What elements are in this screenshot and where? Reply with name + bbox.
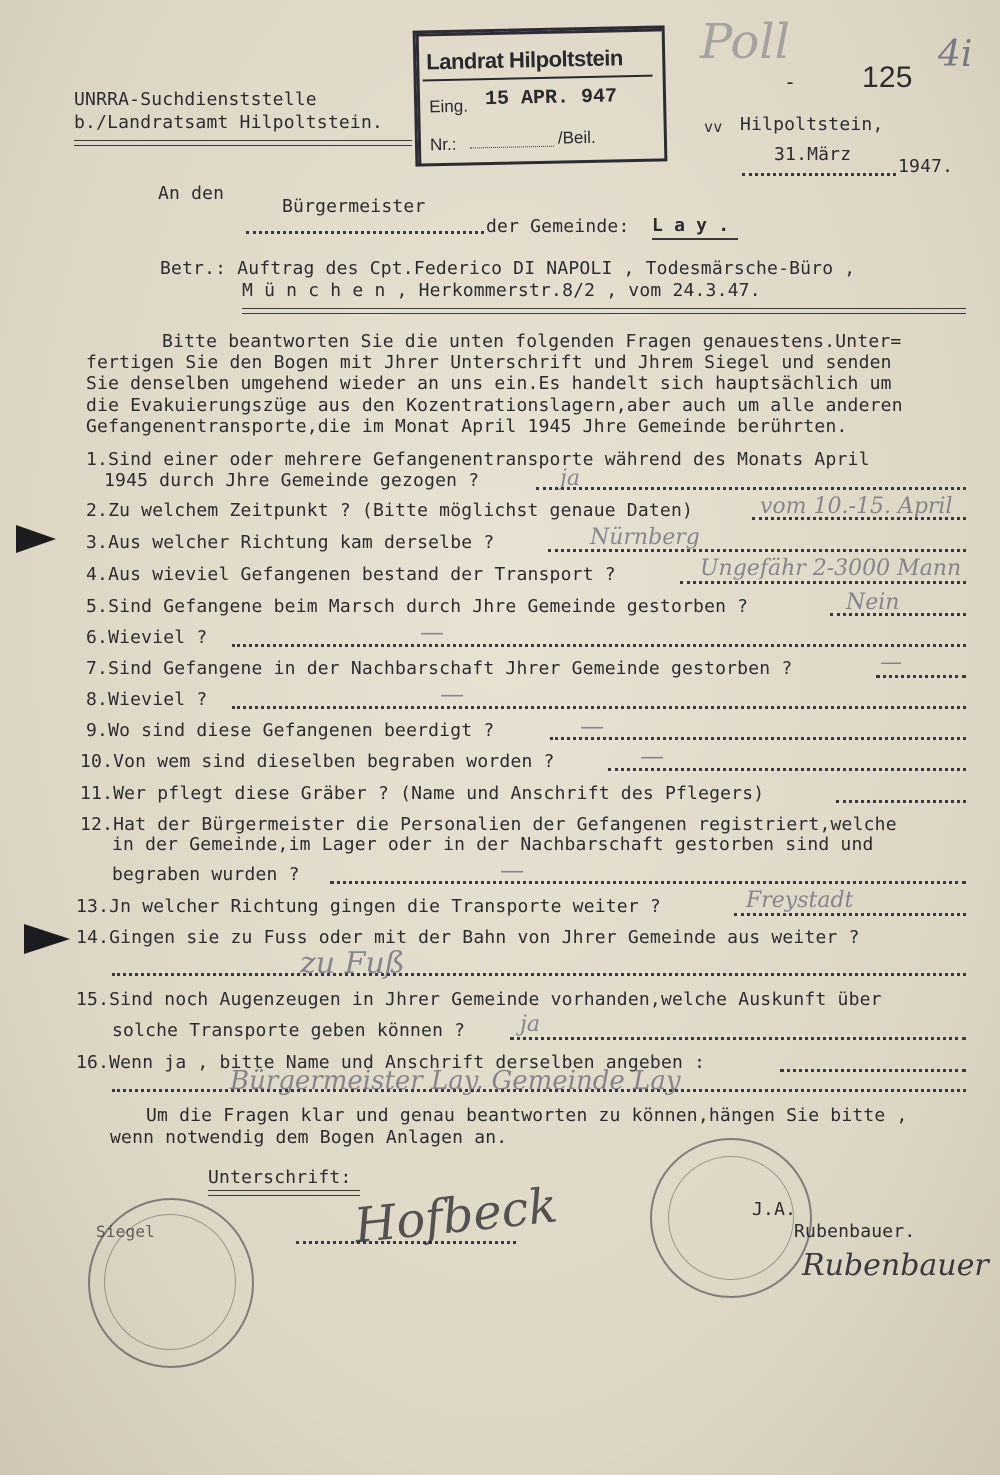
question-7: 7.Sind Gefangene in der Nachbarschaft Jhrer Gemeinde gestorben ? bbox=[86, 658, 793, 679]
question-12-cont1: in der Gemeinde,im Lager oder in der Nachbarschaft gestorben sind und bbox=[112, 834, 874, 855]
intro-line3: Sie denselben umgehend wieder an uns ein.Es handelt sich hauptsächlich um bbox=[86, 373, 892, 394]
question-9: 9.Wo sind diese Gefangenen beerdigt ? bbox=[86, 720, 495, 741]
intro-line4: die Evakuierungszüge aus den Kozentrationslagern,aber auch um alle anderen bbox=[86, 395, 903, 416]
question-6: 6.Wieviel ? bbox=[86, 627, 208, 648]
question-15: 15.Sind noch Augenzeugen in Jhrer Gemeinde vorhanden,welche Auskunft über bbox=[76, 989, 882, 1010]
answer-12: — bbox=[500, 856, 524, 884]
closing-line2: wenn notwendig dem Bogen Anlagen an. bbox=[110, 1127, 508, 1148]
answer-9: — bbox=[580, 712, 604, 740]
stamp-nr-label: Nr.: bbox=[429, 134, 457, 155]
place: Hilpoltstein, bbox=[740, 114, 884, 135]
answer-2: vom 10.-15. April bbox=[760, 494, 953, 519]
question-12-cont2: begraben wurden ? bbox=[112, 864, 300, 885]
recipient: Bürgermeister bbox=[282, 196, 426, 217]
question-11: 11.Wer pflegt diese Gräber ? (Name und Anschrift des Pflegers) bbox=[80, 783, 765, 804]
intro-line1: Bitte beantworten Sie die unten folgenden Fragen genauestens.Unter= bbox=[162, 331, 902, 352]
top-handwriting: Poll bbox=[700, 14, 790, 70]
an-den: An den bbox=[158, 183, 225, 204]
answer-16: Bürgermeister Lay, Gemeinde Lay bbox=[230, 1066, 681, 1096]
mayor-signature: Hofbeck bbox=[351, 1177, 560, 1255]
place-prefix: vv bbox=[704, 118, 723, 136]
answer-8: — bbox=[440, 680, 464, 708]
date-day: 31.März bbox=[774, 144, 852, 165]
question-5: 5.Sind Gefangene beim Marsch durch Jhre Gemeinde gestorben ? bbox=[86, 596, 749, 617]
intro-line2: fertigen Sie den Bogen mit Jhrer Unterschrift und Jhrem Siegel und senden bbox=[86, 352, 892, 373]
answer-6: — bbox=[420, 618, 444, 646]
gemeinde-underline bbox=[652, 238, 738, 240]
page-number: 125 bbox=[862, 61, 913, 94]
subject-line1: Betr.: Auftrag des Cpt.Federico DI NAPOLI , Todesmärsche-Büro , bbox=[160, 258, 856, 279]
answer-13: Freystadt bbox=[746, 888, 854, 913]
corner-note: 4i bbox=[938, 34, 973, 75]
answer-3: Nürnberg bbox=[590, 525, 700, 550]
stamp-title: Landrat Hilpoltstein bbox=[425, 45, 624, 75]
document-page: UNRRA-Suchdienststelle b./Landratsamt Hilpoltstein. Landrat Hilpoltstein Eing. 15 APR. 947 Nr.: /Beil. Poll - 125 4i vv Hilpoltstein, 31.März 1947. An den Bürgermeister der Gemeinde: L a y . Betr.: Auftrag des Cpt.Federico DI NAPOLI , Todesmärsche-Büro , M ü n c h e n , Herkommerstr.8/2 , vom 24.3.47. Bitte beantworten Sie die unten folgenden Fragen genauestens.Unter= fertigen Sie den Bogen mit Jhrer Unterschrift und Jhrem Siegel und senden Sie denselben umgehend wieder an uns ein.Es handelt sich hauptsächlich um die Evakuierungszüge aus den Kozentrationslagern,aber auch um alle anderen Gefangenentransporte,die im Monat April 1945 Jhre Gemeinde berührten. 1.Sind einer oder mehrere Gefangenentransporte während des Monats April 1945 durch Jhre Gemeinde gezogen ? ja 2.Zu welchem Zeitpunkt ? (Bitte möglichst genaue Daten) vom 10.-15. April 3.Aus welcher Richtung kam derselbe ? Nürnberg 4.Aus wieviel Gefangenen bestand der Transport ? Ungefähr 2-3000 Mann 5.Sind Gefangene beim Marsch durch Jhre Gemeinde gestorben ? Nein 6.Wieviel ? — 7.Sind Gefangene in der Nachbarschaft Jhrer Gemeinde gestorben ? — 8.Wieviel ? — 9.Wo sind diese Gefangenen beerdigt ? — 10.Von wem sind dieselben begraben worden ? — 11.Wer pflegt diese Gräber ? (Name und Anschrift des Pflegers) 12.Hat der Bürgermeister die Personalien der Gefangenen registriert,welche in der Gemeinde,im Lager oder in der Nachbarschaft gestorben sind und begraben wurden ? — 13.Jn welcher Richtung gingen die Transporte weiter ? Freystadt 14.Gingen sie zu Fuss oder mit der Bahn von Jhrer Gemeinde aus weiter ? zu Fuß 15.Sind noch Augenzeugen in Jhrer Gemeinde vorhanden,welche Auskunft über solche Transporte geben können ? ja 16.Wenn ja , bitte Name und Anschrift derselben angeben : Bürgermeister Lay, Gemeinde Lay Um die Fragen klar und genau beantworten zu können,hängen Sie bitte , wenn notwendig dem Bogen Anlagen an. Unterschrift: Siegel Hofbeck J.A. Rubenbauer. Rubenbauer bbox=[0, 0, 1000, 1475]
question-3: 3.Aus welcher Richtung kam derselbe ? bbox=[86, 532, 495, 553]
question-1: 1.Sind einer oder mehrere Gefangenentransporte während des Monats April bbox=[86, 449, 870, 470]
closing-line1: Um die Fragen klar und genau beantworten zu können,hängen Sie bitte , bbox=[146, 1105, 908, 1126]
question-8: 8.Wieviel ? bbox=[86, 689, 208, 710]
date-dots bbox=[742, 170, 896, 176]
intro-line5: Gefangenentransporte,die im Monat April 1945 Jhre Gemeinde berührten. bbox=[86, 416, 848, 437]
sender-line2: b./Landratsamt Hilpoltstein. bbox=[74, 112, 384, 133]
official-name: Rubenbauer. bbox=[794, 1221, 916, 1242]
answer-1: ja bbox=[560, 466, 580, 491]
sender-line1: UNRRA-Suchdienststelle bbox=[74, 89, 317, 110]
official-signature: Rubenbauer bbox=[802, 1248, 989, 1283]
ja-label: J.A. bbox=[752, 1199, 797, 1220]
seal-label: Siegel bbox=[96, 1222, 155, 1241]
margin-arrow-icon bbox=[16, 525, 56, 553]
subject-line2: M ü n c h e n , Herkommerstr.8/2 , vom 24.3.47. bbox=[242, 280, 761, 301]
question-1-cont: 1945 durch Jhre Gemeinde gezogen ? bbox=[104, 470, 480, 491]
stamp-eing-date: 15 APR. 947 bbox=[484, 85, 618, 112]
margin-arrow-icon bbox=[24, 924, 70, 954]
sender-underline bbox=[74, 140, 412, 146]
stamp-nr-dots bbox=[470, 143, 554, 149]
answer-10: — bbox=[640, 742, 664, 770]
question-13: 13.Jn welcher Richtung gingen die Transporte weiter ? bbox=[76, 896, 661, 917]
stamp-eing-label: Eing. bbox=[429, 96, 469, 117]
question-10: 10.Von wem sind dieselben begraben worden ? bbox=[80, 751, 555, 772]
question-2: 2.Zu welchem Zeitpunkt ? (Bitte möglichst genaue Daten) bbox=[86, 500, 694, 521]
question-16: 16.Wenn ja , bitte Name und Anschrift derselben angeben : bbox=[76, 1052, 706, 1073]
question-14: 14.Gingen sie zu Fuss oder mit der Bahn von Jhrer Gemeinde aus weiter ? bbox=[76, 927, 860, 948]
answer-14: zu Fuß bbox=[300, 946, 405, 981]
stamp-divider bbox=[423, 75, 653, 82]
question-4: 4.Aus wieviel Gefangenen bestand der Transport ? bbox=[86, 564, 616, 585]
question-15-cont: solche Transporte geben können ? bbox=[112, 1020, 466, 1041]
answer-7: — bbox=[880, 650, 902, 675]
answer-5: Nein bbox=[846, 590, 900, 615]
signature-label: Unterschrift: bbox=[208, 1167, 352, 1188]
answer-4: Ungefähr 2-3000 Mann bbox=[700, 556, 962, 581]
stamp-beil-label: /Beil. bbox=[557, 127, 596, 148]
answer-15: ja bbox=[520, 1012, 540, 1037]
subject-underline bbox=[242, 308, 966, 314]
signature-label-underline bbox=[208, 1190, 360, 1196]
date-year: 1947. bbox=[898, 156, 954, 177]
question-12: 12.Hat der Bürgermeister die Personalien der Gefangenen registriert,welche bbox=[80, 814, 897, 835]
recipient-dots bbox=[246, 228, 484, 234]
gemeinde-name: L a y . bbox=[652, 215, 730, 236]
gemeinde-label: der Gemeinde: bbox=[486, 216, 630, 237]
received-stamp bbox=[413, 25, 668, 166]
